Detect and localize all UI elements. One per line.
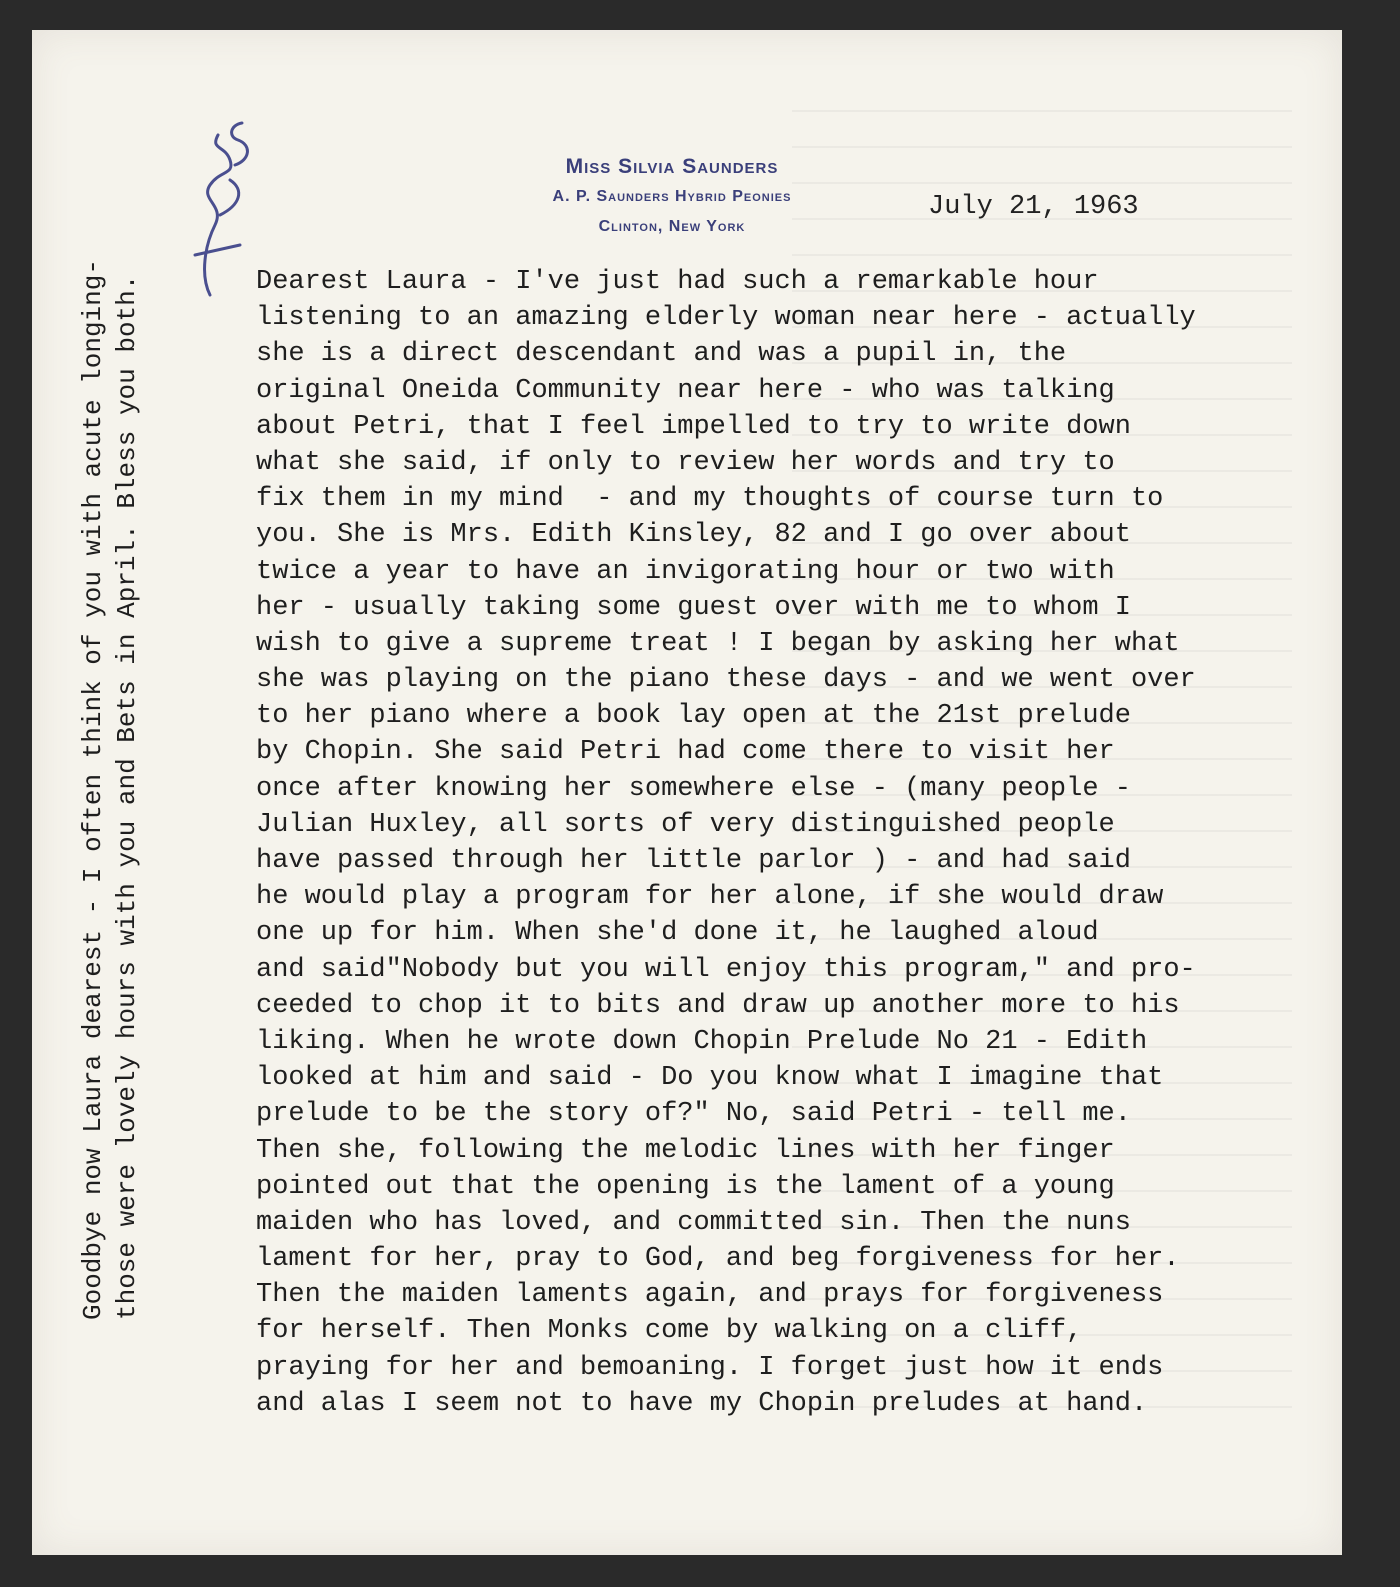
body-line: original Oneida Community near here - who was talking bbox=[256, 375, 1115, 406]
letter-date: July 21, 1963 bbox=[928, 192, 1139, 222]
body-line: wish to give a supreme treat ! I began by asking her what bbox=[256, 628, 1180, 659]
letterhead bbox=[472, 152, 872, 242]
body-line: fix them in my mind - and my thoughts of course turn to bbox=[256, 484, 1164, 515]
body-line: twice a year to have an invigorating hour or two with bbox=[256, 556, 1115, 587]
body-line: and said"Nobody but you will enjoy this program," and pro- bbox=[256, 954, 1196, 985]
body-line: Then she, following the melodic lines with her finger bbox=[256, 1135, 1115, 1166]
body-line: she is a direct descendant and was a pupil in, the bbox=[256, 339, 1067, 370]
body-line: Julian Huxley, all sorts of very distinguished people bbox=[256, 809, 1115, 840]
margin-note-line-1: Goodbye now Laura dearest - I often think of you with acute longing- bbox=[78, 259, 108, 1320]
margin-note bbox=[76, 259, 144, 1320]
body-line: Then the maiden laments again, and prays for forgiveness bbox=[256, 1280, 1164, 1311]
body-line: lament for her, pray to God, and beg forgiveness for her. bbox=[256, 1244, 1180, 1275]
body-line: liking. When he wrote down Chopin Prelude No 21 - Edith bbox=[256, 1026, 1148, 1057]
body-line: praying for her and bemoaning. I forget just how it ends bbox=[256, 1352, 1164, 1383]
body-line: ceeded to chop it to bits and draw up another more to his bbox=[256, 990, 1180, 1021]
body-line: have passed through her little parlor ) - and had said bbox=[256, 846, 1131, 876]
body-line: one up for him. When she'd done it, he laughed aloud bbox=[256, 918, 1099, 949]
body-line: Dearest Laura - I've just had such a remarkable hour bbox=[256, 267, 1099, 297]
body-line: she was playing on the piano these days - and we went over bbox=[256, 665, 1196, 696]
handwritten-mark-icon bbox=[180, 105, 260, 310]
body-line: you. She is Mrs. Edith Kinsley, 82 and I go over about bbox=[256, 520, 1131, 551]
body-line: pointed out that the opening is the lament of a young bbox=[256, 1171, 1115, 1202]
body-line: he would play a program for her alone, if she would draw bbox=[256, 882, 1164, 913]
margin-note-line-2: those were lovely hours with you and Bets in April. Bless you both. bbox=[112, 274, 142, 1320]
letterhead-name: Miss Silvia Saunders bbox=[565, 155, 779, 178]
body-line: and alas I seem not to have my Chopin preludes at hand. bbox=[256, 1388, 1148, 1419]
body-line: maiden who has loved, and committed sin. Then the nuns bbox=[256, 1207, 1131, 1238]
body-line: by Chopin. She said Petri had come there to visit her bbox=[256, 737, 1115, 768]
body-line: about Petri, that I feel impelled to try to write down bbox=[256, 411, 1131, 442]
body-line: what she said, if only to review her words and try to bbox=[256, 447, 1115, 478]
letter-page bbox=[32, 30, 1342, 1555]
body-line: once after knowing her somewhere else - (many people - bbox=[256, 773, 1131, 804]
body-line: her - usually taking some guest over with me to whom I bbox=[256, 592, 1131, 623]
letterhead-location: Clinton, New York bbox=[598, 218, 746, 235]
body-line: listening to an amazing elderly woman near here - actually bbox=[256, 303, 1196, 334]
body-line: to her piano where a book lay open at the 21st prelude bbox=[256, 701, 1131, 732]
letter-body bbox=[256, 264, 1336, 1422]
body-line: looked at him and said - Do you know what I imagine that bbox=[256, 1063, 1164, 1094]
letterhead-company: A. P. Saunders Hybrid Peonies bbox=[552, 188, 792, 205]
body-line: for herself. Then Monks come by walking on a cliff, bbox=[256, 1316, 1083, 1347]
body-line: prelude to be the story of?" No, said Petri - tell me. bbox=[256, 1099, 1131, 1130]
